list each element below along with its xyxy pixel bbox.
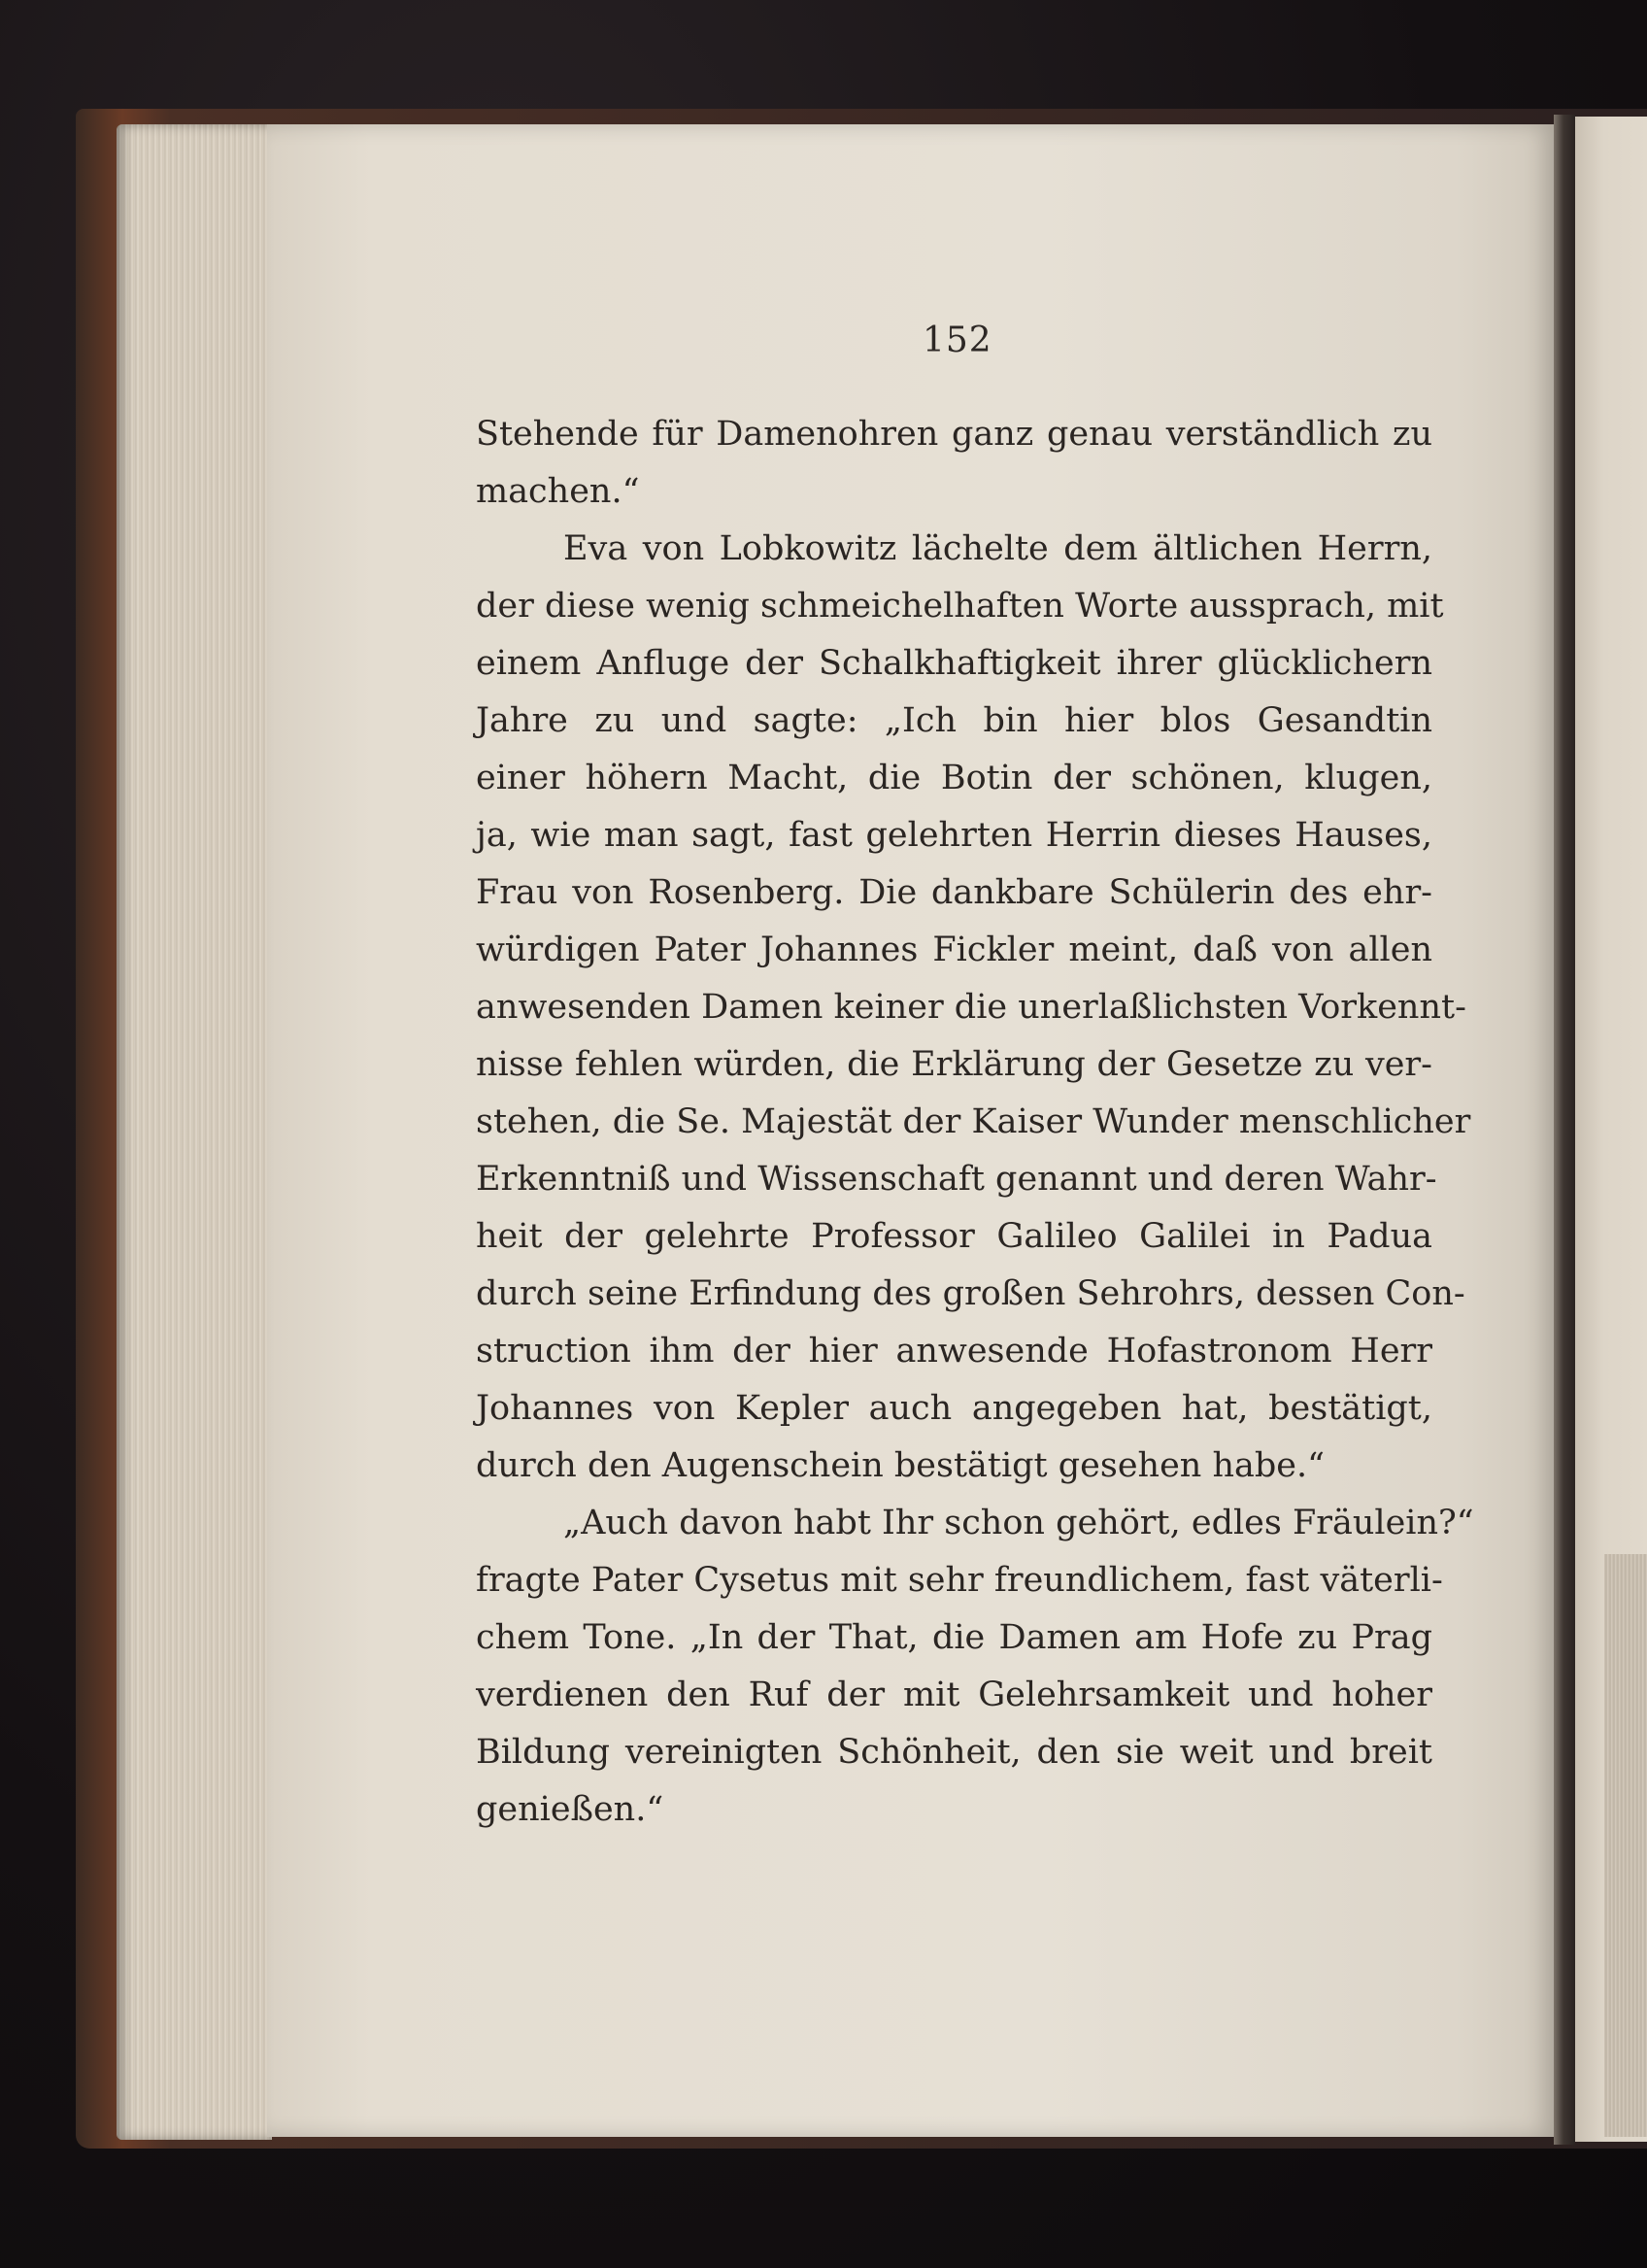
text-line: Bildung vereinigten Schönheit, den sie weit und breit bbox=[476, 1733, 1432, 1772]
text-line: durch den Augenschein bestätigt gesehen habe.“ bbox=[476, 1446, 1326, 1485]
text-line: machen.“ bbox=[476, 472, 640, 511]
text-line: Frau von Rosenberg. Die dankbare Schülerin des ehr- bbox=[476, 873, 1432, 912]
text-line: anwesenden Damen keiner die unerlaßlichsten Vorkennt- bbox=[476, 988, 1466, 1027]
text-line: der diese wenig schmeichelhaften Worte aussprach, mit bbox=[476, 587, 1444, 626]
text-line: Jahre zu und sagte: „Ich bin hier blos Gesandtin bbox=[476, 701, 1432, 740]
text-line: Johannes von Kepler auch angegeben hat, bestätigt, bbox=[476, 1389, 1432, 1428]
text-line: fragte Pater Cysetus mit sehr freundlichem, fast väterli- bbox=[476, 1561, 1443, 1600]
text-line: struction ihm der hier anwesende Hofastronom Herr bbox=[476, 1332, 1432, 1371]
page-edge-stack bbox=[117, 124, 272, 2140]
book-gutter bbox=[1554, 115, 1575, 2145]
text-line: einem Anfluge der Schalkhaftigkeit ihrer glücklichern bbox=[476, 644, 1432, 683]
text-line: Eva von Lobkowitz lächelte dem ältlichen Herrn, bbox=[563, 529, 1432, 568]
text-line: ja, wie man sagt, fast gelehrten Herrin dieses Hauses, bbox=[476, 816, 1432, 855]
text-line: würdigen Pater Johannes Fickler meint, daß von allen bbox=[476, 931, 1432, 969]
text-line: chem Tone. „In der That, die Damen am Hofe zu Prag bbox=[476, 1618, 1432, 1657]
text-line: stehen, die Se. Majestät der Kaiser Wunder menschlicher bbox=[476, 1102, 1471, 1141]
text-line: nisse fehlen würden, die Erklärung der Gesetze zu ver- bbox=[476, 1045, 1432, 1084]
facing-page-stack bbox=[1604, 1554, 1647, 2137]
text-line: durch seine Erfindung des großen Sehrohrs, dessen Con- bbox=[476, 1274, 1465, 1313]
text-line: verdienen den Ruf der mit Gelehrsamkeit und hoher bbox=[476, 1676, 1432, 1714]
text-line: einer höhern Macht, die Botin der schönen, klugen, bbox=[476, 759, 1432, 797]
text-line: „Auch davon habt Ihr schon gehört, edles Fräulein?“ bbox=[563, 1504, 1474, 1542]
text-line: genießen.“ bbox=[476, 1790, 664, 1829]
text-line: heit der gelehrte Professor Galileo Galilei in Padua bbox=[476, 1217, 1432, 1256]
page-text bbox=[476, 406, 1474, 1839]
text-line: Erkenntniß und Wissenschaft genannt und deren Wahr- bbox=[476, 1160, 1437, 1199]
page-number: 152 bbox=[923, 321, 992, 360]
text-line: Stehende für Damenohren ganz genau verständlich zu bbox=[476, 415, 1432, 454]
